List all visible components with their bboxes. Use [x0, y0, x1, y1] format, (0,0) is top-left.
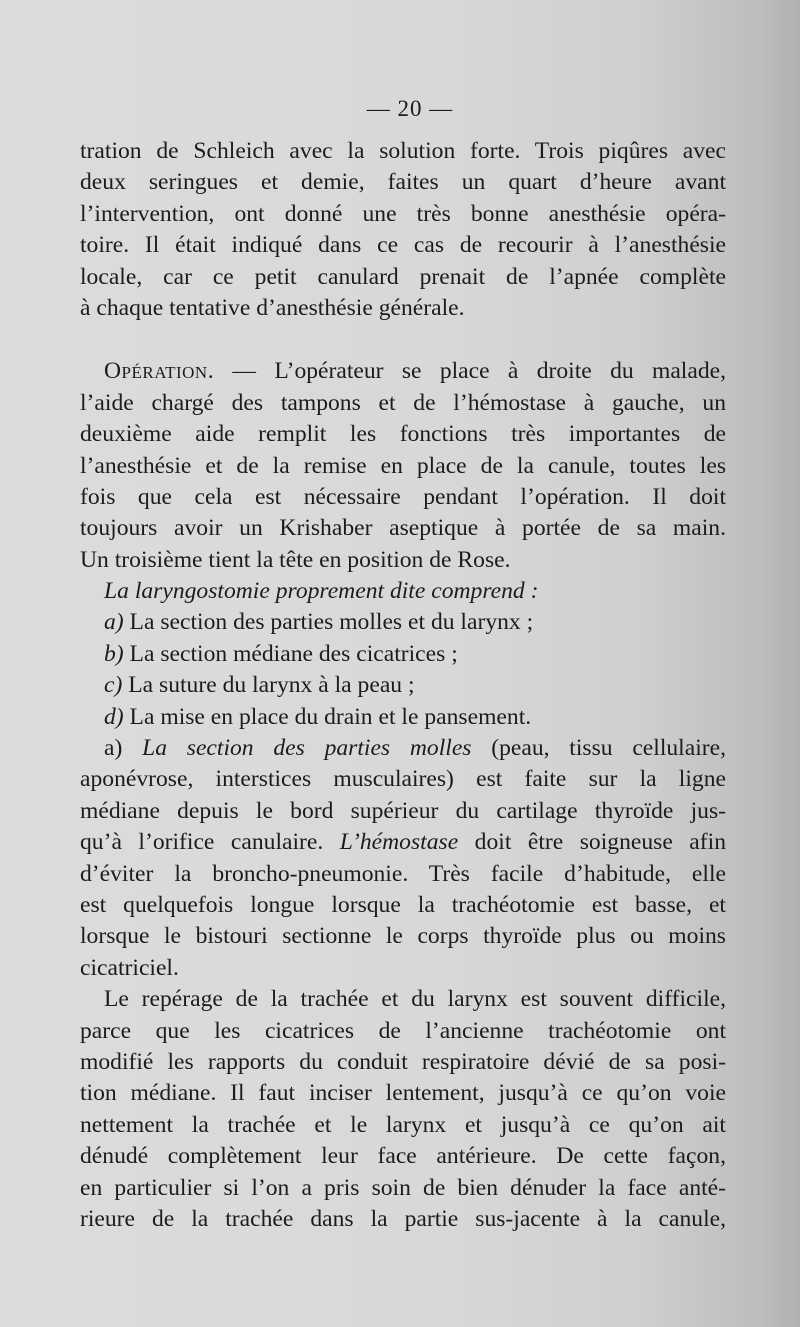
list-letter: b) [104, 640, 124, 667]
text-line: locale, car ce petit canulard prenait de l’apnée complète [80, 263, 726, 290]
text-line: Le repérage de la trachée et du larynx est souvent difficile, [104, 986, 726, 1013]
list-item [80, 702, 726, 733]
list-letter: d) [104, 703, 124, 730]
text-run: doit être soigneuse afin [458, 829, 726, 856]
text-line [80, 576, 726, 607]
italic-run: L’hémostase [339, 829, 459, 856]
text-line: tion médiane. Il faut inciser lentement, jusqu’à ce qu’on voie [80, 1080, 726, 1107]
text-line [80, 733, 726, 764]
text-line: parce que les cicatrices de l’ancienne trachéotomie ont [80, 1017, 726, 1044]
text-line: à chaque tentative d’anesthésie générale. [80, 294, 465, 321]
text-line: Un troisième tient la tête en position de Rose. [80, 546, 511, 573]
list-text: La suture du larynx à la peau ; [122, 672, 415, 699]
section-heading: Opération. [104, 358, 215, 385]
text-line: dénudé complètement leur face antérieure. De cette façon, [80, 1143, 726, 1170]
text-line: en particulier si l’on a pris soin de bien dénuder la face anté- [80, 1174, 726, 1201]
text-run: qu’à l’orifice canulaire. [80, 829, 340, 856]
text-line: nettement la trachée et le larynx et jusqu’à ce qu’on ait [80, 1111, 726, 1138]
text-run: (peau, tissu cellulaire, [471, 735, 726, 762]
list-text: La mise en place du drain et le pansement. [123, 703, 532, 730]
text-line [80, 827, 726, 858]
text-line: médiane depuis le bord supérieur du cartilage thyroïde jus- [80, 797, 726, 824]
text-run: — L’opérateur se place à droite du malade, [214, 358, 726, 385]
list-item [80, 607, 726, 638]
text-line: d’éviter la broncho-pneumonie. Très facile d’habitude, elle [80, 860, 726, 887]
list-letter: a) [104, 609, 124, 636]
text-line: l’anesthésie et de la remise en place de la canule, toutes les [80, 452, 726, 479]
text-line: modifié les rapports du conduit respiratoire dévié de sa posi- [80, 1048, 726, 1075]
text-line: cicatriciel. [80, 954, 179, 981]
text-line: l’intervention, ont donné une très bonne anesthésie opéra- [80, 200, 726, 227]
text-line: tration de Schleich avec la solution forte. Trois piqûres avec [80, 138, 726, 164]
text-line: deux seringues et demie, faites un quart d’heure avant [80, 169, 726, 196]
italic-intro: La laryngostomie proprement dite comprend : [104, 578, 539, 605]
text-line [80, 356, 726, 387]
text-line: fois que cela est nécessaire pendant l’opération. Il doit [80, 483, 726, 510]
text-line: lorsque le bistouri sectionne le corps thyroïde plus ou moins [80, 923, 726, 950]
text-line: toujours avoir un Krishaber aseptique à portée de sa main. [80, 515, 726, 542]
body-text [80, 136, 726, 1235]
list-text: La section des parties molles et du larynx ; [123, 609, 534, 636]
text-line: aponévrose, interstices musculaires) est faite sur la ligne [80, 766, 726, 793]
italic-run: La section des parties molles [142, 735, 472, 762]
text-line: toire. Il était indiqué dans ce cas de recourir à l’anesthésie [80, 232, 726, 259]
text-line: est quelquefois longue lorsque la trachéotomie est basse, et [80, 891, 726, 918]
list-letter: c) [104, 672, 123, 699]
paragraph-gap [80, 324, 726, 356]
list-text: La section médiane des cicatrices ; [123, 640, 458, 667]
page-number: — 20 — [366, 96, 454, 121]
list-item [80, 639, 726, 670]
text-line: rieure de la trachée dans la partie sus-jacente à la canule, [80, 1205, 726, 1232]
text-line: deuxième aide remplit les fonctions très importantes de [80, 421, 726, 448]
text-run: a) [104, 735, 143, 762]
list-item [80, 670, 726, 701]
text-line: l’aide chargé des tampons et de l’hémostase à gauche, un [80, 389, 726, 416]
